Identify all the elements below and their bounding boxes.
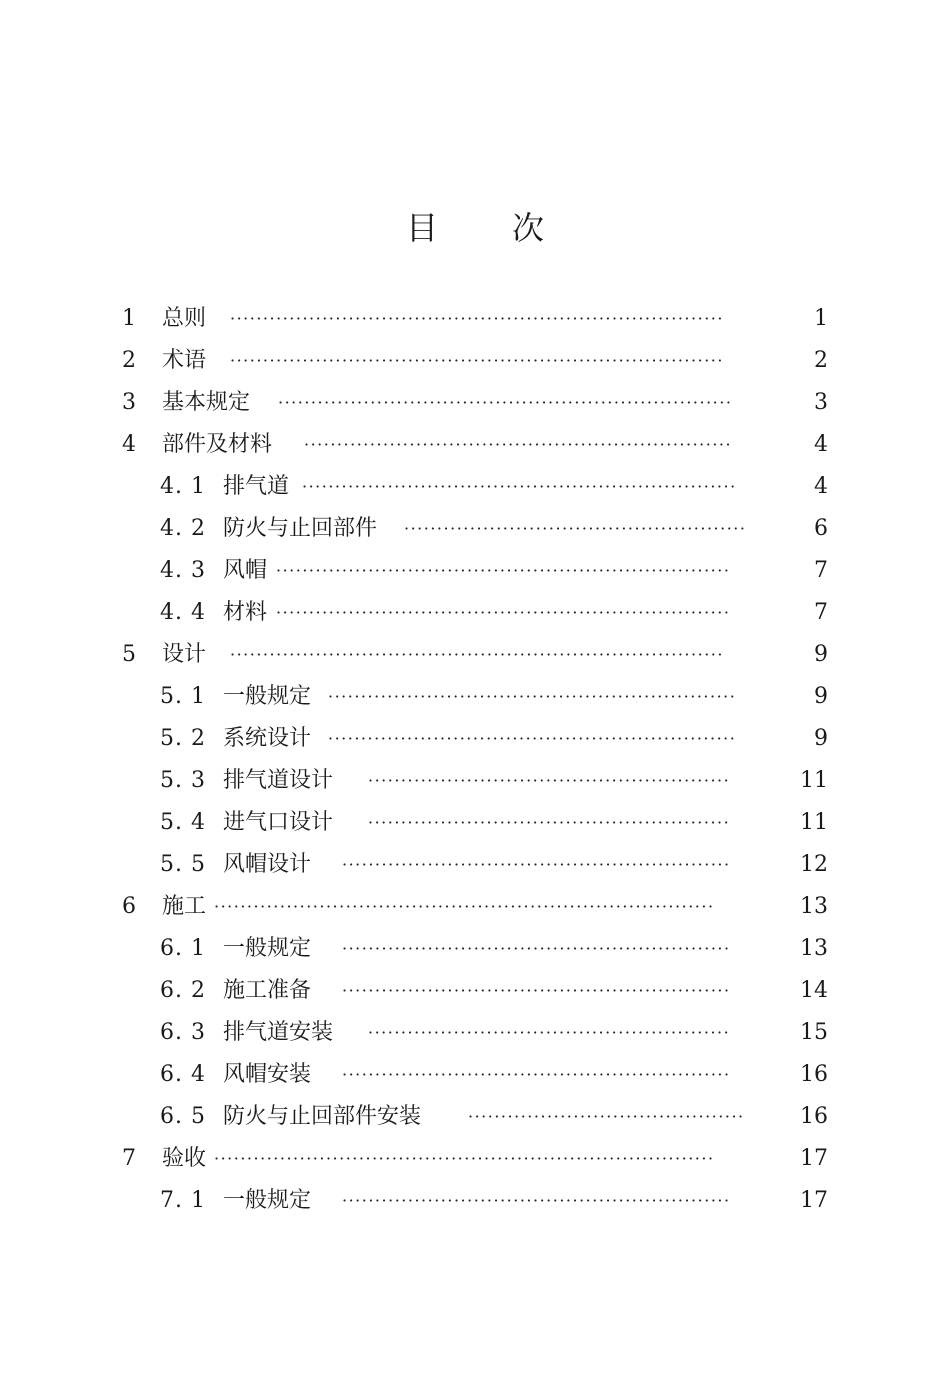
toc-entry-page: 13: [800, 936, 828, 961]
toc-entry-number: 5. 2: [160, 726, 206, 751]
toc-entry[interactable]: [0, 550, 950, 592]
toc-entry-label: 一般规定: [223, 1188, 312, 1213]
toc-entry[interactable]: [0, 676, 950, 718]
toc-leader-dots: ············································································: [214, 897, 715, 916]
toc-entry-label: 系统设计: [223, 726, 312, 751]
toc-title: [0, 206, 950, 250]
toc-entry-page: 11: [800, 768, 828, 793]
toc-entry-page: 3: [814, 390, 828, 415]
toc-entry-page: 7: [814, 600, 828, 625]
toc-entry-number: 7. 1: [160, 1188, 206, 1213]
toc-leader-dots: ····················································: [404, 519, 747, 538]
toc-entry-label: 基本规定: [162, 390, 251, 415]
toc-leader-dots: ···········································································: [230, 645, 724, 664]
toc-entry-label: 进气口设计: [223, 810, 334, 835]
toc-entry-number: 4. 4: [160, 600, 206, 625]
toc-entry-page: 12: [800, 852, 828, 877]
toc-leader-dots: ···························································: [342, 855, 731, 874]
toc-entry[interactable]: [0, 466, 950, 508]
toc-leader-dots: ···········································································: [230, 351, 724, 370]
toc-entry-page: 14: [800, 978, 828, 1003]
toc-entry-page: 13: [800, 894, 828, 919]
toc-entry[interactable]: [0, 1180, 950, 1222]
toc-entry[interactable]: [0, 382, 950, 424]
toc-entry-label: 排气道安装: [223, 1020, 334, 1045]
toc-entry-label: 设计: [162, 642, 207, 667]
toc-entry-number: 4. 2: [160, 516, 206, 541]
toc-leader-dots: ···········································································: [230, 309, 724, 328]
toc-entry[interactable]: [0, 1096, 950, 1138]
toc-entry[interactable]: [0, 844, 950, 886]
toc-entry-label: 防火与止回部件安装: [223, 1104, 422, 1129]
toc-entry[interactable]: [0, 340, 950, 382]
toc-entry[interactable]: [0, 970, 950, 1012]
toc-entry-number: 5. 5: [160, 852, 206, 877]
toc-entry[interactable]: [0, 760, 950, 802]
toc-entry-number: 6: [122, 894, 136, 919]
toc-entry[interactable]: [0, 298, 950, 340]
toc-entry[interactable]: [0, 928, 950, 970]
toc-entry-number: 2: [122, 348, 136, 373]
toc-entry-page: 1: [814, 306, 828, 331]
toc-entry-page: 9: [814, 642, 828, 667]
toc-leader-dots: ·····································································: [276, 561, 731, 580]
toc-entry-number: 4: [122, 432, 136, 457]
toc-leader-dots: ············································································: [214, 1149, 715, 1168]
toc-entry-label: 防火与止回部件: [223, 516, 378, 541]
toc-title-char-1: 目: [405, 209, 438, 247]
toc-entry-number: 5: [122, 642, 136, 667]
toc-entry-number: 6. 3: [160, 1020, 206, 1045]
toc-leader-dots: ·································································: [304, 435, 733, 454]
toc-leader-dots: ··········································: [468, 1107, 745, 1126]
toc-entry-number: 3: [122, 390, 136, 415]
toc-leader-dots: ·······················································: [368, 813, 731, 832]
toc-entry[interactable]: [0, 634, 950, 676]
toc-entry-number: 1: [122, 306, 136, 331]
toc-entry-page: 15: [800, 1020, 828, 1045]
toc-entry-label: 一般规定: [223, 936, 312, 961]
toc-entry-label: 验收: [162, 1146, 207, 1171]
toc-entry-page: 6: [814, 516, 828, 541]
toc-entry[interactable]: [0, 886, 950, 928]
toc-entry-label: 风帽安装: [223, 1062, 312, 1087]
toc-entry-number: 5. 3: [160, 768, 206, 793]
toc-leader-dots: ·····································································: [278, 393, 733, 412]
toc-entry[interactable]: [0, 1012, 950, 1054]
toc-entry-page: 16: [800, 1104, 828, 1129]
toc-entry-number: 5. 1: [160, 684, 206, 709]
toc-entry[interactable]: [0, 424, 950, 466]
toc-entry[interactable]: [0, 1138, 950, 1180]
toc-entry[interactable]: [0, 508, 950, 550]
toc-entry-label: 材料: [223, 600, 268, 625]
toc-leader-dots: ······························································: [328, 729, 737, 748]
toc-entry-label: 排气道: [223, 474, 290, 499]
toc-entry-page: 4: [814, 432, 828, 457]
toc-entry-number: 6. 4: [160, 1062, 206, 1087]
toc-entry-page: 7: [814, 558, 828, 583]
toc-entry-page: 11: [800, 810, 828, 835]
toc-entry-label: 施工: [162, 894, 207, 919]
toc-entry-label: 一般规定: [223, 684, 312, 709]
toc-entry-label: 施工准备: [223, 978, 312, 1003]
toc-entry-number: 7: [122, 1146, 136, 1171]
toc-leader-dots: ···························································: [342, 939, 731, 958]
toc-entry-number: 5. 4: [160, 810, 206, 835]
toc-leader-dots: ······························································: [328, 687, 737, 706]
toc-leader-dots: ·······················································: [368, 1023, 731, 1042]
toc-entry[interactable]: [0, 592, 950, 634]
toc-entry[interactable]: [0, 802, 950, 844]
toc-entry-page: 9: [814, 684, 828, 709]
toc-leader-dots: ·····································································: [276, 603, 731, 622]
toc-entry-page: 17: [800, 1188, 828, 1213]
toc-entry[interactable]: [0, 1054, 950, 1096]
toc-entry-label: 排气道设计: [223, 768, 334, 793]
toc-entry-page: 16: [800, 1062, 828, 1087]
toc-entry-label: 术语: [162, 348, 207, 373]
toc-entry-number: 4. 1: [160, 474, 206, 499]
toc-leader-dots: ···························································: [342, 981, 731, 1000]
toc-entry-number: 6. 1: [160, 936, 206, 961]
toc-leader-dots: ···························································: [342, 1191, 731, 1210]
toc-entry[interactable]: [0, 718, 950, 760]
toc-leader-dots: ··································································: [302, 477, 737, 496]
toc-entry-label: 总则: [162, 306, 207, 331]
toc-entry-label: 部件及材料: [162, 432, 273, 457]
toc-entry-page: 2: [814, 348, 828, 373]
toc-entry-page: 4: [814, 474, 828, 499]
toc-list: [0, 298, 950, 1222]
toc-entry-page: 9: [814, 726, 828, 751]
toc-entry-number: 6. 2: [160, 978, 206, 1003]
toc-leader-dots: ···························································: [342, 1065, 731, 1084]
toc-entry-page: 17: [800, 1146, 828, 1171]
toc-entry-number: 6. 5: [160, 1104, 206, 1129]
toc-title-char-2: 次: [511, 209, 544, 247]
toc-entry-number: 4. 3: [160, 558, 206, 583]
toc-leader-dots: ·······················································: [368, 771, 731, 790]
toc-entry-label: 风帽: [223, 558, 268, 583]
toc-entry-label: 风帽设计: [223, 852, 312, 877]
